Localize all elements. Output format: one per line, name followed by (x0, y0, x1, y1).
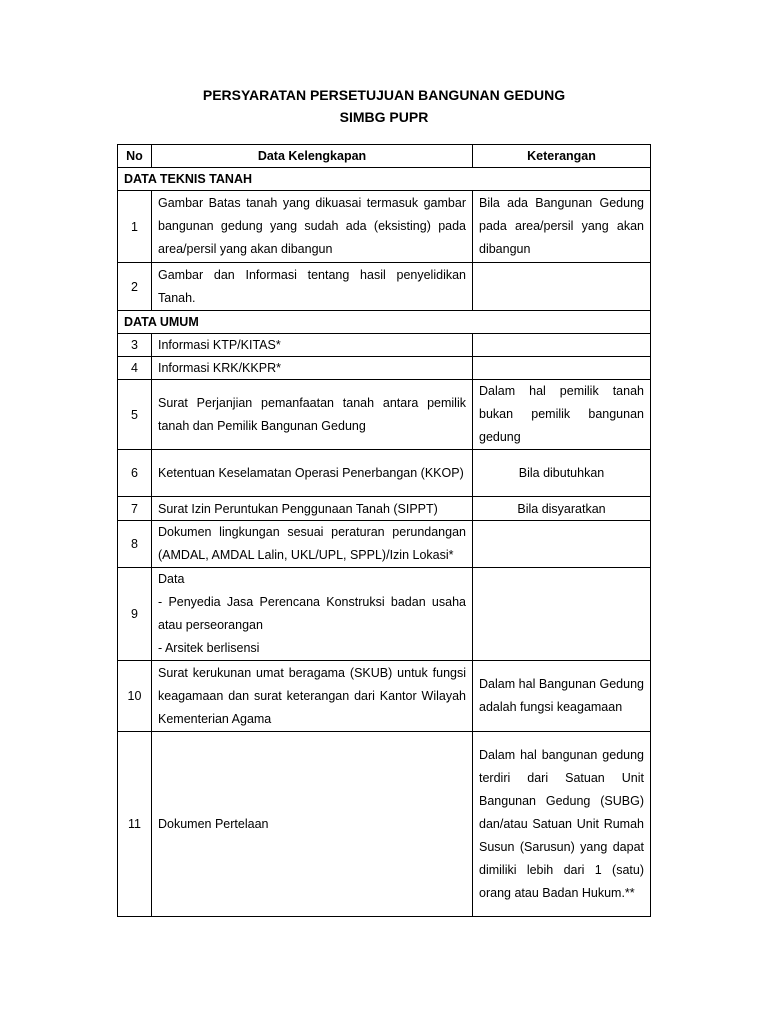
row-data: Surat Izin Peruntukan Penggunaan Tanah (SIPPT) (152, 497, 473, 521)
header-data-kelengkapan: Data Kelengkapan (152, 145, 473, 168)
table-row (118, 334, 651, 357)
table-row (118, 661, 651, 732)
row-keterangan: Dalam hal Bangunan Gedung adalah fungsi keagamaan (473, 661, 651, 732)
table-row (118, 568, 651, 661)
row-data: Dokumen lingkungan sesuai peraturan perundangan (AMDAL, AMDAL Lalin, UKL/UPL, SPPL)/Izin Lokasi* (152, 521, 473, 568)
row-keterangan (473, 521, 651, 568)
table-row (118, 191, 651, 263)
table-row (118, 521, 651, 568)
section-label: DATA UMUM (118, 311, 651, 334)
table-row (118, 732, 651, 917)
row-number: 1 (118, 191, 152, 263)
row-data: Gambar Batas tanah yang dikuasai termasuk gambar bangunan gedung yang sudah ada (eksisting) pada area/persil yang akan dibangun (152, 191, 473, 263)
document-subtitle: SIMBG PUPR (339, 109, 429, 125)
table-row (118, 263, 651, 311)
table-row (118, 357, 651, 380)
row-number: 5 (118, 380, 152, 450)
row-keterangan (473, 334, 651, 357)
row-data: Informasi KTP/KITAS* (152, 334, 473, 357)
row-data-line: - Penyedia Jasa Perencana Konstruksi badan usaha atau perseorangan (158, 595, 466, 632)
table-row (118, 380, 651, 450)
row-keterangan: Dalam hal pemilik tanah bukan pemilik bangunan gedung (473, 380, 651, 450)
row-number: 11 (118, 732, 152, 917)
section-row-umum (118, 311, 651, 334)
row-keterangan: Bila ada Bangunan Gedung pada area/persil yang akan dibangun (473, 191, 651, 263)
row-keterangan: Bila disyaratkan (473, 497, 651, 521)
row-data: Ketentuan Keselamatan Operasi Penerbangan (KKOP) (152, 450, 473, 497)
row-number: 7 (118, 497, 152, 521)
row-keterangan (473, 263, 651, 311)
row-data: Gambar dan Informasi tentang hasil penyelidikan Tanah. (152, 263, 473, 311)
header-keterangan: Keterangan (473, 145, 651, 168)
row-keterangan: Bila dibutuhkan (473, 450, 651, 497)
row-keterangan (473, 357, 651, 380)
table-row (118, 497, 651, 521)
row-number: 8 (118, 521, 152, 568)
row-data: Surat Perjanjian pemanfaatan tanah antara pemilik tanah dan Pemilik Bangunan Gedung (152, 380, 473, 450)
row-number: 3 (118, 334, 152, 357)
requirements-table (117, 144, 651, 917)
row-number: 6 (118, 450, 152, 497)
row-data: Informasi KRK/KKPR* (152, 357, 473, 380)
row-number: 10 (118, 661, 152, 732)
row-data (152, 568, 473, 661)
row-number: 9 (118, 568, 152, 661)
row-keterangan (473, 568, 651, 661)
row-number: 4 (118, 357, 152, 380)
row-data: Dokumen Pertelaan (152, 732, 473, 917)
section-row-teknis (118, 168, 651, 191)
row-data-line: Data (158, 572, 185, 586)
header-no: No (118, 145, 152, 168)
row-number: 2 (118, 263, 152, 311)
section-label: DATA TEKNIS TANAH (118, 168, 651, 191)
row-data: Surat kerukunan umat beragama (SKUB) untuk fungsi keagamaan dan surat keterangan dari Kantor Wilayah Kementerian Agama (152, 661, 473, 732)
document-title: PERSYARATAN PERSETUJUAN BANGUNAN GEDUNG (202, 87, 566, 103)
row-data-line: - Arsitek berlisensi (158, 641, 260, 655)
table-row (118, 450, 651, 497)
row-keterangan: Dalam hal bangunan gedung terdiri dari Satuan Unit Bangunan Gedung (SUBG) dan/atau Satuan Unit Rumah Susun (Sarusun) yang dapat dimiliki lebih dari 1 (satu) orang atau Badan Hukum.** (473, 732, 651, 917)
table-header-row (118, 145, 651, 168)
